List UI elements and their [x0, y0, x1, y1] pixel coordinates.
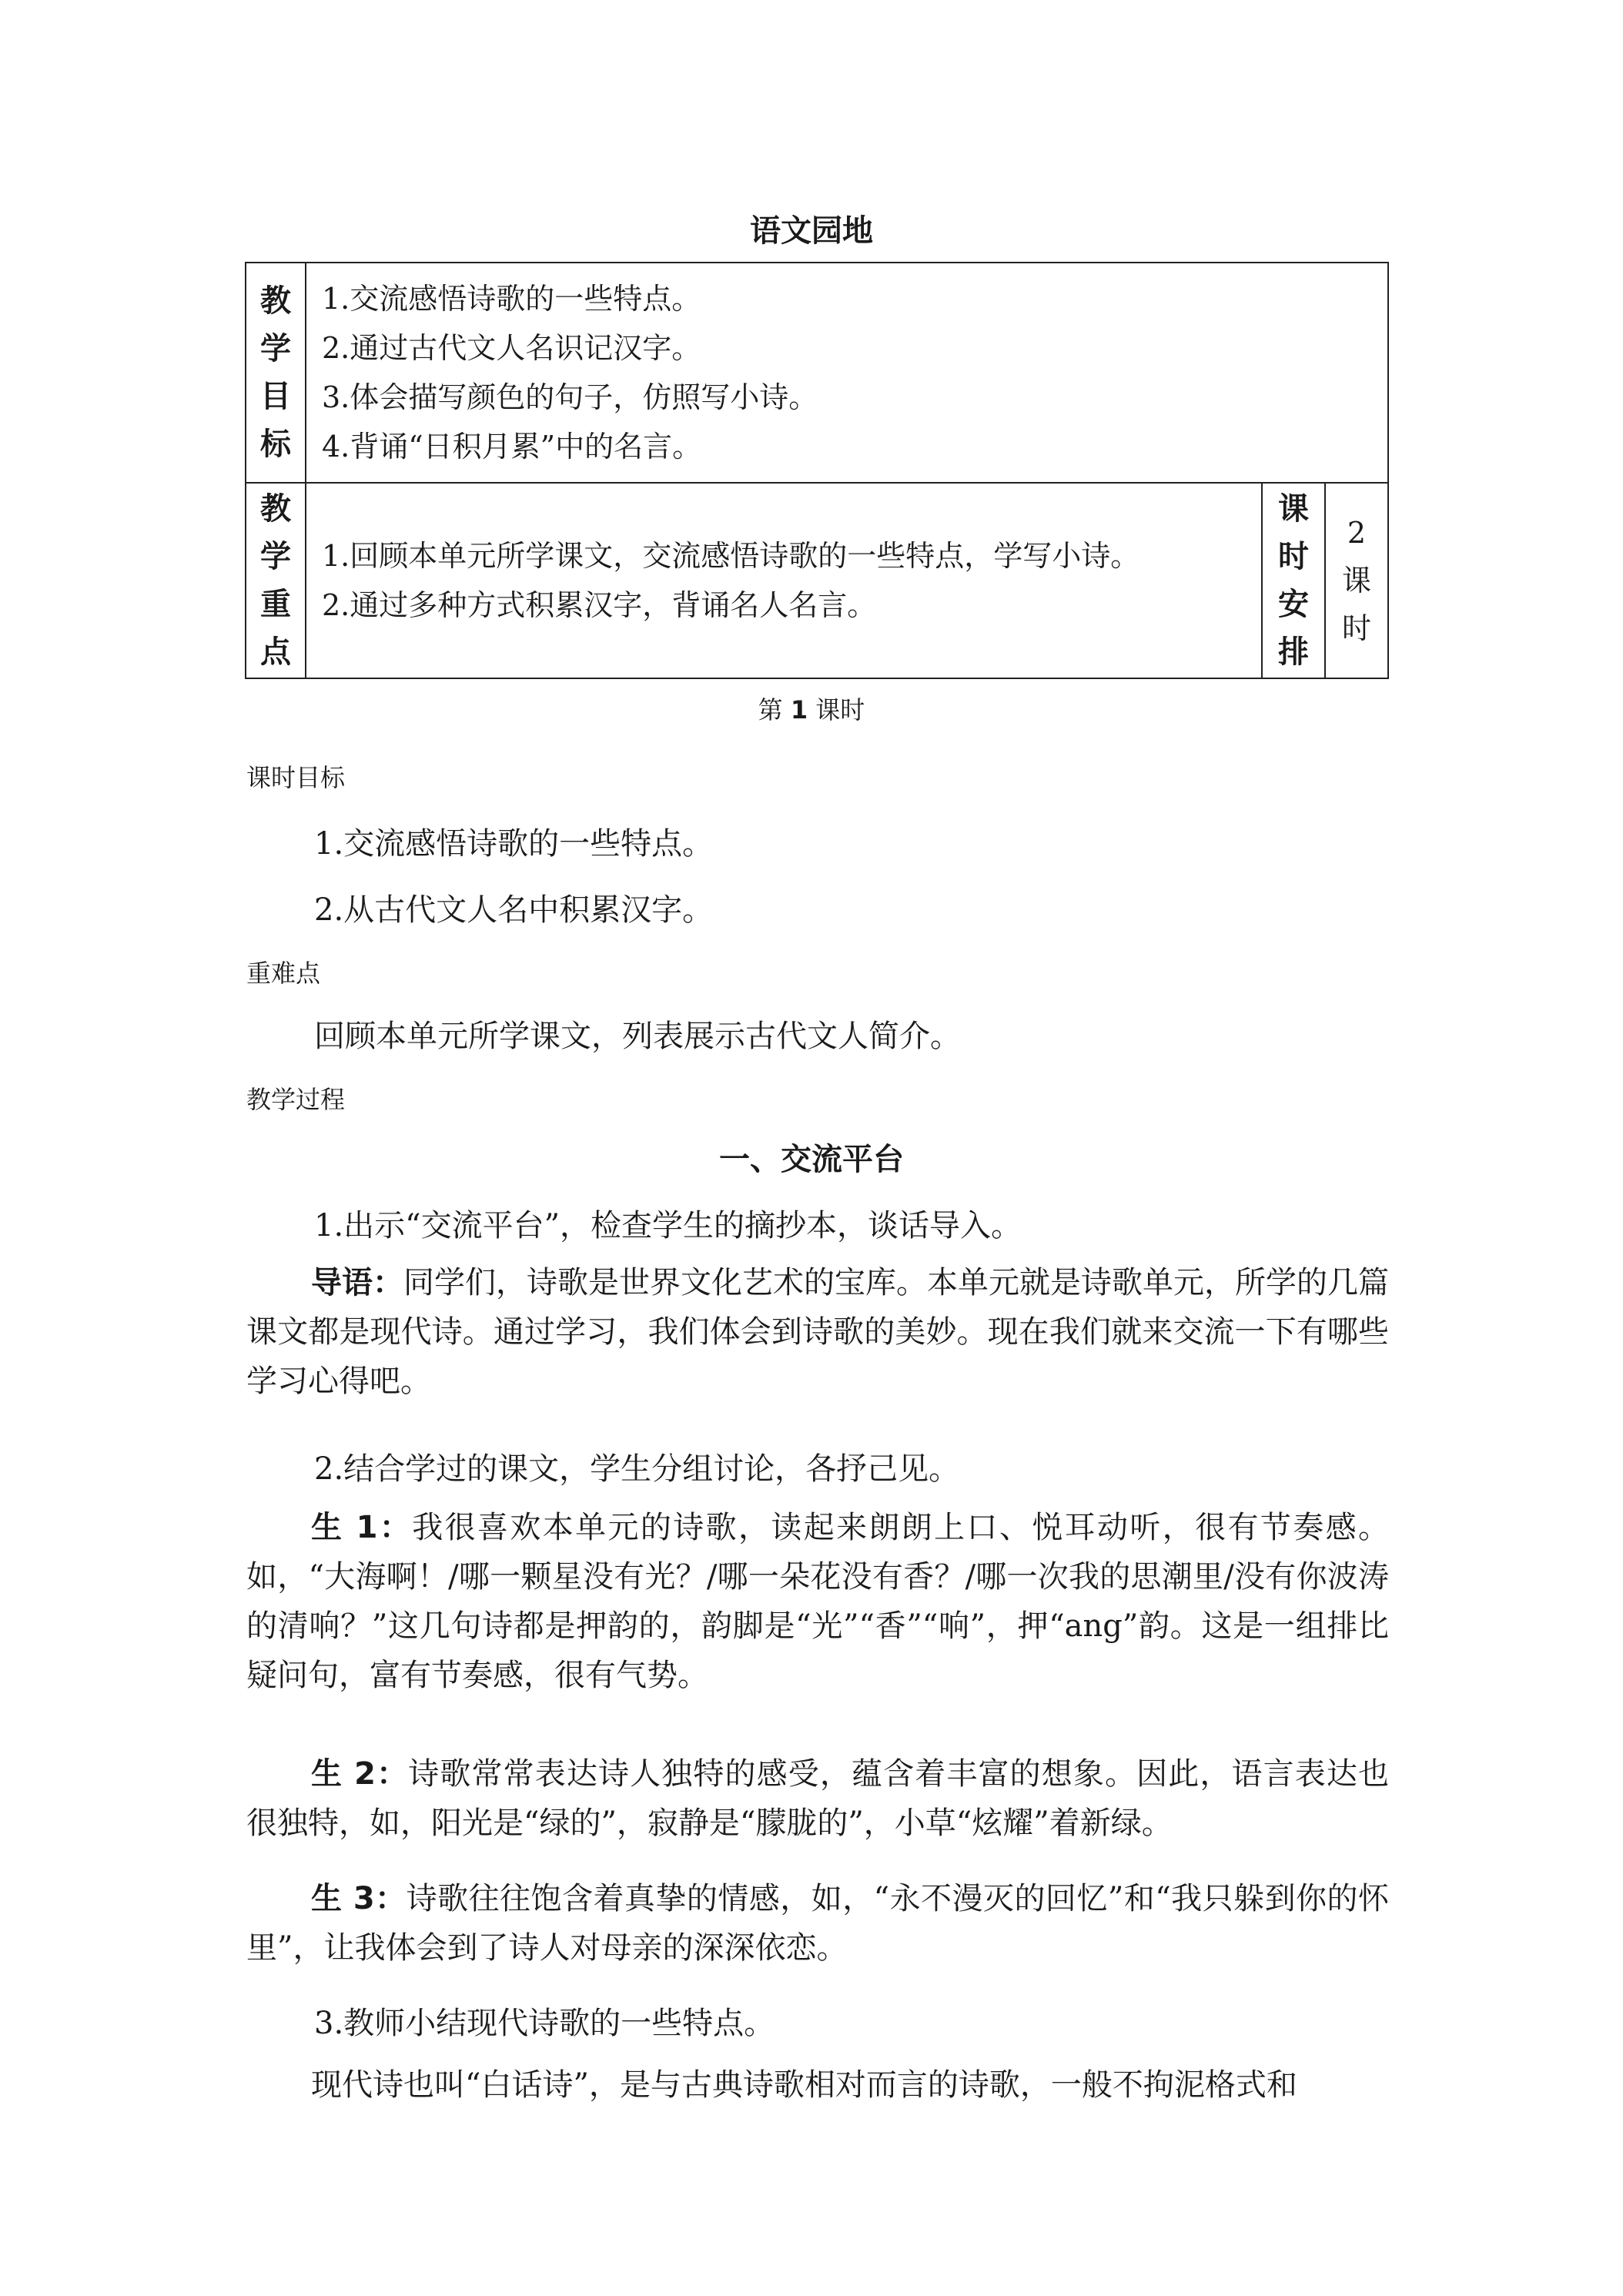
goals-row	[246, 263, 1388, 483]
intro-paragraph: 导语：同学们，诗歌是世界文化艺术的宝库。本单元就是诗歌单元，所学的几篇课文都是现代诗。通过学习，我们体会到诗歌的美妙。现在我们就来交流一下有哪些学习心得吧。	[246, 1265, 1389, 1399]
goal-item: 4.背诵“日积月累”中的名言。	[322, 430, 702, 464]
goals-label: 教 学 目 标	[246, 263, 306, 483]
focus-list	[306, 483, 1262, 678]
student-3-paragraph: 生 3：诗歌往往饱含着真挚的情感，如，“永不漫灭的回忆”和“我只躲到你的怀里”，让我体会到了诗人对母亲的深深依恋。	[246, 1881, 1389, 1966]
schedule-label: 课 时 安 排	[1262, 483, 1325, 678]
goals-list	[306, 263, 1388, 483]
goal-item: 1.交流感悟诗歌的一些特点。	[322, 282, 701, 316]
focus-row	[246, 483, 1388, 678]
objectives-label: 课时目标	[246, 763, 346, 792]
step-3: 3.教师小结现代诗歌的一些特点。	[314, 2006, 775, 2041]
section-heading: 一、交流平台	[719, 1142, 904, 1177]
step-1: 1.出示“交流平台”，检查学生的摘抄本，谈话导入。	[314, 1208, 1022, 1243]
objective-item: 2.从古代文人名中积累汉字。	[314, 892, 714, 928]
document-title: 语文园地	[750, 213, 873, 249]
summary-paragraph: 现代诗也叫“白话诗”，是与古典诗歌相对而言的诗歌，一般不拘泥格式和	[311, 2067, 1297, 2103]
goal-item: 2.通过古代文人名识记汉字。	[322, 331, 701, 365]
difficulty-label: 重难点	[246, 959, 321, 988]
goal-item: 3.体会描写颜色的句子，仿照写小诗。	[322, 380, 818, 414]
student-1-paragraph: 生 1：我很喜欢本单元的诗歌，读起来朗朗上口、悦耳动听，很有节奏感。如，“大海啊！/哪一颗星没有光？/哪一朵花没有香？/哪一次我的思潮里/没有你波涛的清响？”这几句诗都是押韵的，韵脚是“光”“香”“响”，押“ang”韵。这是一组排比疑问句，富有节奏感，很有气势。	[246, 1510, 1390, 1693]
focus-item: 1.回顾本单元所学课文，交流感悟诗歌的一些特点，学写小诗。	[322, 539, 1140, 573]
step-2: 2.结合学过的课文，学生分组讨论，各抒己见。	[314, 1451, 960, 1487]
process-label: 教学过程	[246, 1085, 346, 1114]
objective-item: 1.交流感悟诗歌的一些特点。	[314, 826, 714, 862]
focus-item: 2.通过多种方式积累汉字，背诵名人名言。	[322, 588, 877, 622]
schedule-value: 2 课 时	[1325, 483, 1388, 678]
difficulty-text: 回顾本单元所学课文，列表展示古代文人简介。	[314, 1019, 961, 1054]
focus-label: 教 学 重 点	[246, 483, 306, 678]
student-2-paragraph: 生 2：诗歌常常表达诗人独特的感受，蕴含着丰富的想象。因此，语言表达也很独特，如，阳光是“绿的”，寂静是“朦胧的”，小草“炫耀”着新绿。	[246, 1756, 1390, 1841]
lesson-heading: 第 1 课时	[758, 695, 865, 725]
lesson-plan-table	[245, 262, 1389, 679]
